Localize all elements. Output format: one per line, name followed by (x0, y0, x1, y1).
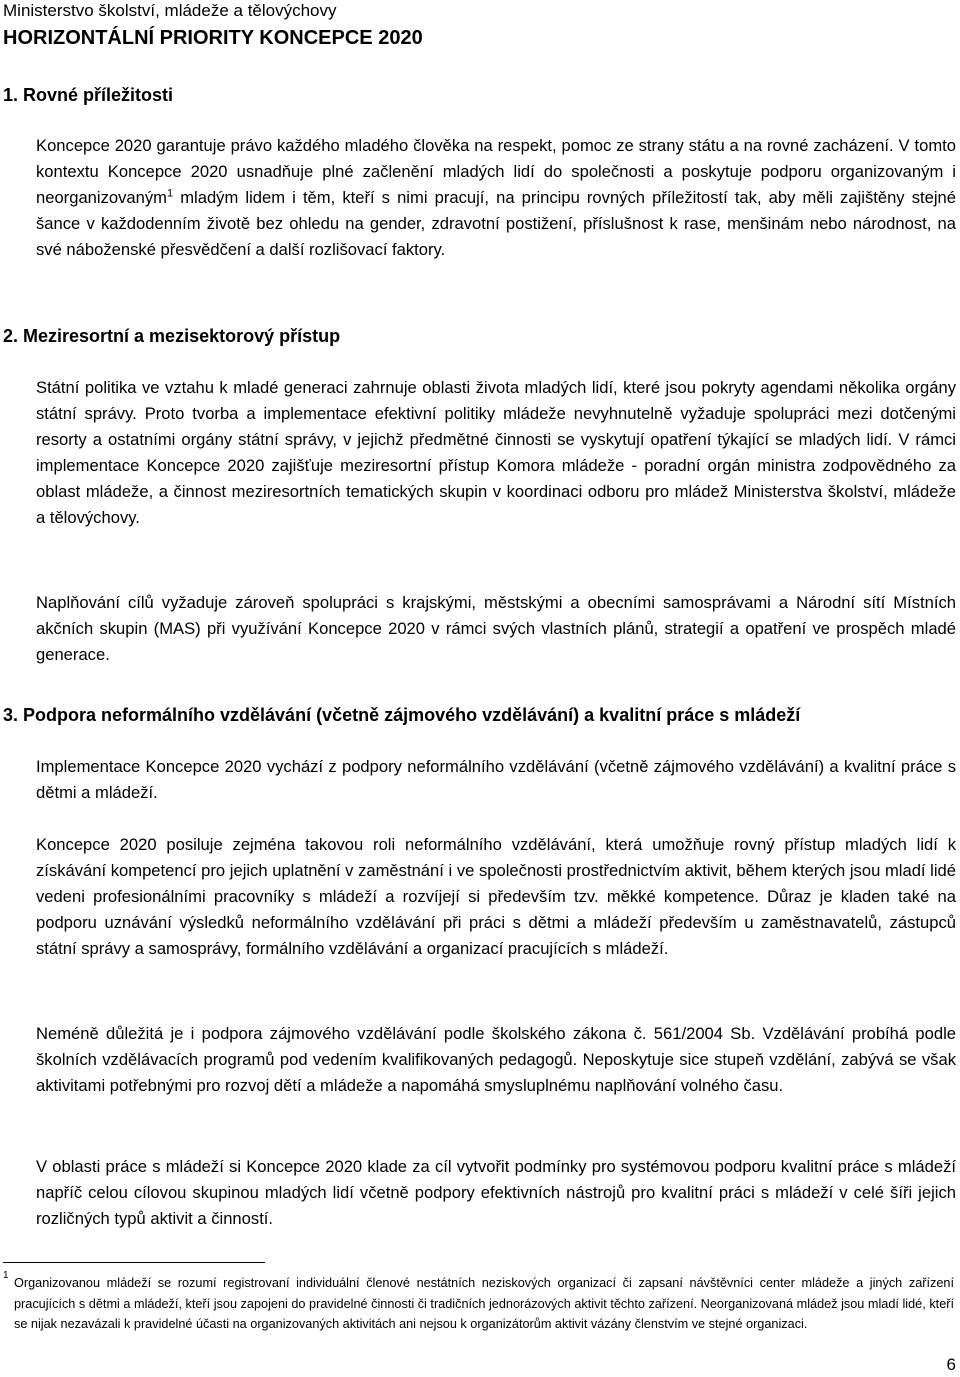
footnote-mark: 1 (3, 1270, 9, 1281)
section-3-paragraph-1: Implementace Koncepce 2020 vychází z podpory neformálního vzdělávání (včetně zájmového vzdělávání) a kvalitní práce s dětmi a mládeží. (36, 757, 956, 802)
document-title: HORIZONTÁLNÍ PRIORITY KONCEPCE 2020 (3, 27, 423, 49)
footnote-text: Organizovanou mládeží se rozumí registrovaní individuální členové nestátních neziskových organizací či zapsaní návštěvníci center mládeže a jiných zařízení pracujících s dětmi a mládeží, kteří jsou zapojeni do pravidelné činnosti či tradičních jednorázových aktivit těchto zařízení. Neorganizovaná mládež jsou mladí lidé, kteří se nijak nezavázali k pravidelné účasti na organizovaných aktivitách ani nejsou k organizátorům aktivit vázány členstvím ve stejné organizaci. (14, 1276, 954, 1331)
paragraph-text-continued: mladým lidem i těm, kteří s nimi pracují, na principu rovných příležitostí tak, aby měli zajištěny stejné šance v každodenním životě bez ohledu na gender, zdravotní postižení, příslušnost k rase, menšinám nebo národnost, na své náboženské přesvědčení a další rozlišovací faktory. (36, 188, 956, 259)
section-2-heading: 2. Meziresortní a mezisektorový přístup (3, 326, 341, 346)
section-3-paragraph-3: Neméně důležitá je i podpora zájmového vzdělávání podle školského zákona č. 561/2004 Sb. Vzdělávání probíhá podle školních vzdělávacích programů pod vedením kvalifikovaných pedagogů. Neposkytuje sice stupeň vzdělání, zabývá se však aktivitami potřebnými pro rozvoj dětí a mládeže a napomáhá smysluplnému naplňování volného času. (36, 1024, 956, 1095)
section-2-paragraph-1: Státní politika ve vztahu k mladé generaci zahrnuje oblasti života mladých lidí, které jsou pokryty agendami několika orgány státní správy. Proto tvorba a implementace efektivní politiky mládeže nevyhnutelně vyžaduje spolupráci mezi dotčenými resorty a ostatními orgány státní správy, v jejichž předmětné činnosti se vyskytují opatření týkající se mladých lidí. V rámci implementace Koncepce 2020 zajišťuje meziresortní přístup Komora mládeže - poradní orgán ministra zodpovědného za oblast mládeže, a činnost meziresortních tematických skupin v koordinaci odboru pro mládež Ministerstva školství, mládeže a tělovýchovy. (36, 378, 956, 527)
section-2-paragraph-2: Naplňování cílů vyžaduje zároveň spolupráci s krajskými, městskými a obecními samosprávami a Národní sítí Místních akčních skupin (MAS) při využívání Koncepce 2020 v rámci svých vlastních plánů, strategií a opatření ve prospěch mladé generace. (36, 593, 956, 664)
section-3-paragraph-2: Koncepce 2020 posiluje zejména takovou roli neformálního vzdělávání, která umožňuje rovný přístup mladých lidí k získávání kompetencí pro jejich uplatnění v zaměstnání i ve společnosti prostřednictvím aktivit, během kterých jsou mladí lidé vedeni profesionálními pracovníky s mládeží a rozvíjejí si především tzv. měkké kompetence. Důraz je kladen také na podporu uznávání výsledků neformálního vzdělávání při práci s dětmi a mládeží především u zaměstnavatelů, zástupců státní správy a samosprávy, formálního vzdělávání a organizací pracujících s mládeží. (36, 835, 956, 958)
section-3-heading: 3. Podpora neformálního vzdělávání (včetně zájmového vzdělávání) a kvalitní práce s mládeží (3, 705, 801, 725)
section-3-paragraph-4: V oblasti práce s mládeží si Koncepce 2020 klade za cíl vytvořit podmínky pro systémovou podporu kvalitní práce s mládeží napříč celou cílovou skupinou mladých lidí včetně podpory efektivních nástrojů pro kvalitní práci s mládeží v celé šíři jejich rozličných typů aktivit a činností. (36, 1157, 956, 1228)
footnote-reference: 1 (166, 187, 174, 200)
section-1-paragraph-1 (36, 133, 956, 263)
footnote-separator (3, 1262, 265, 1263)
ministry-name: Ministerstvo školství, mládeže a tělovýchovy (3, 1, 337, 20)
paragraph-text: Koncepce 2020 garantuje právo každého mladého člověka na respekt, pomoc ze strany státu a na rovné zacházení. V tomto kontextu Koncepce 2020 usnadňuje plné začlenění mladých lidí do společnosti a poskytuje podporu organizovaným i neorganizovaným (36, 136, 956, 207)
section-1-heading: 1. Rovné příležitosti (3, 85, 174, 105)
page-number: 6 (946, 1355, 956, 1374)
